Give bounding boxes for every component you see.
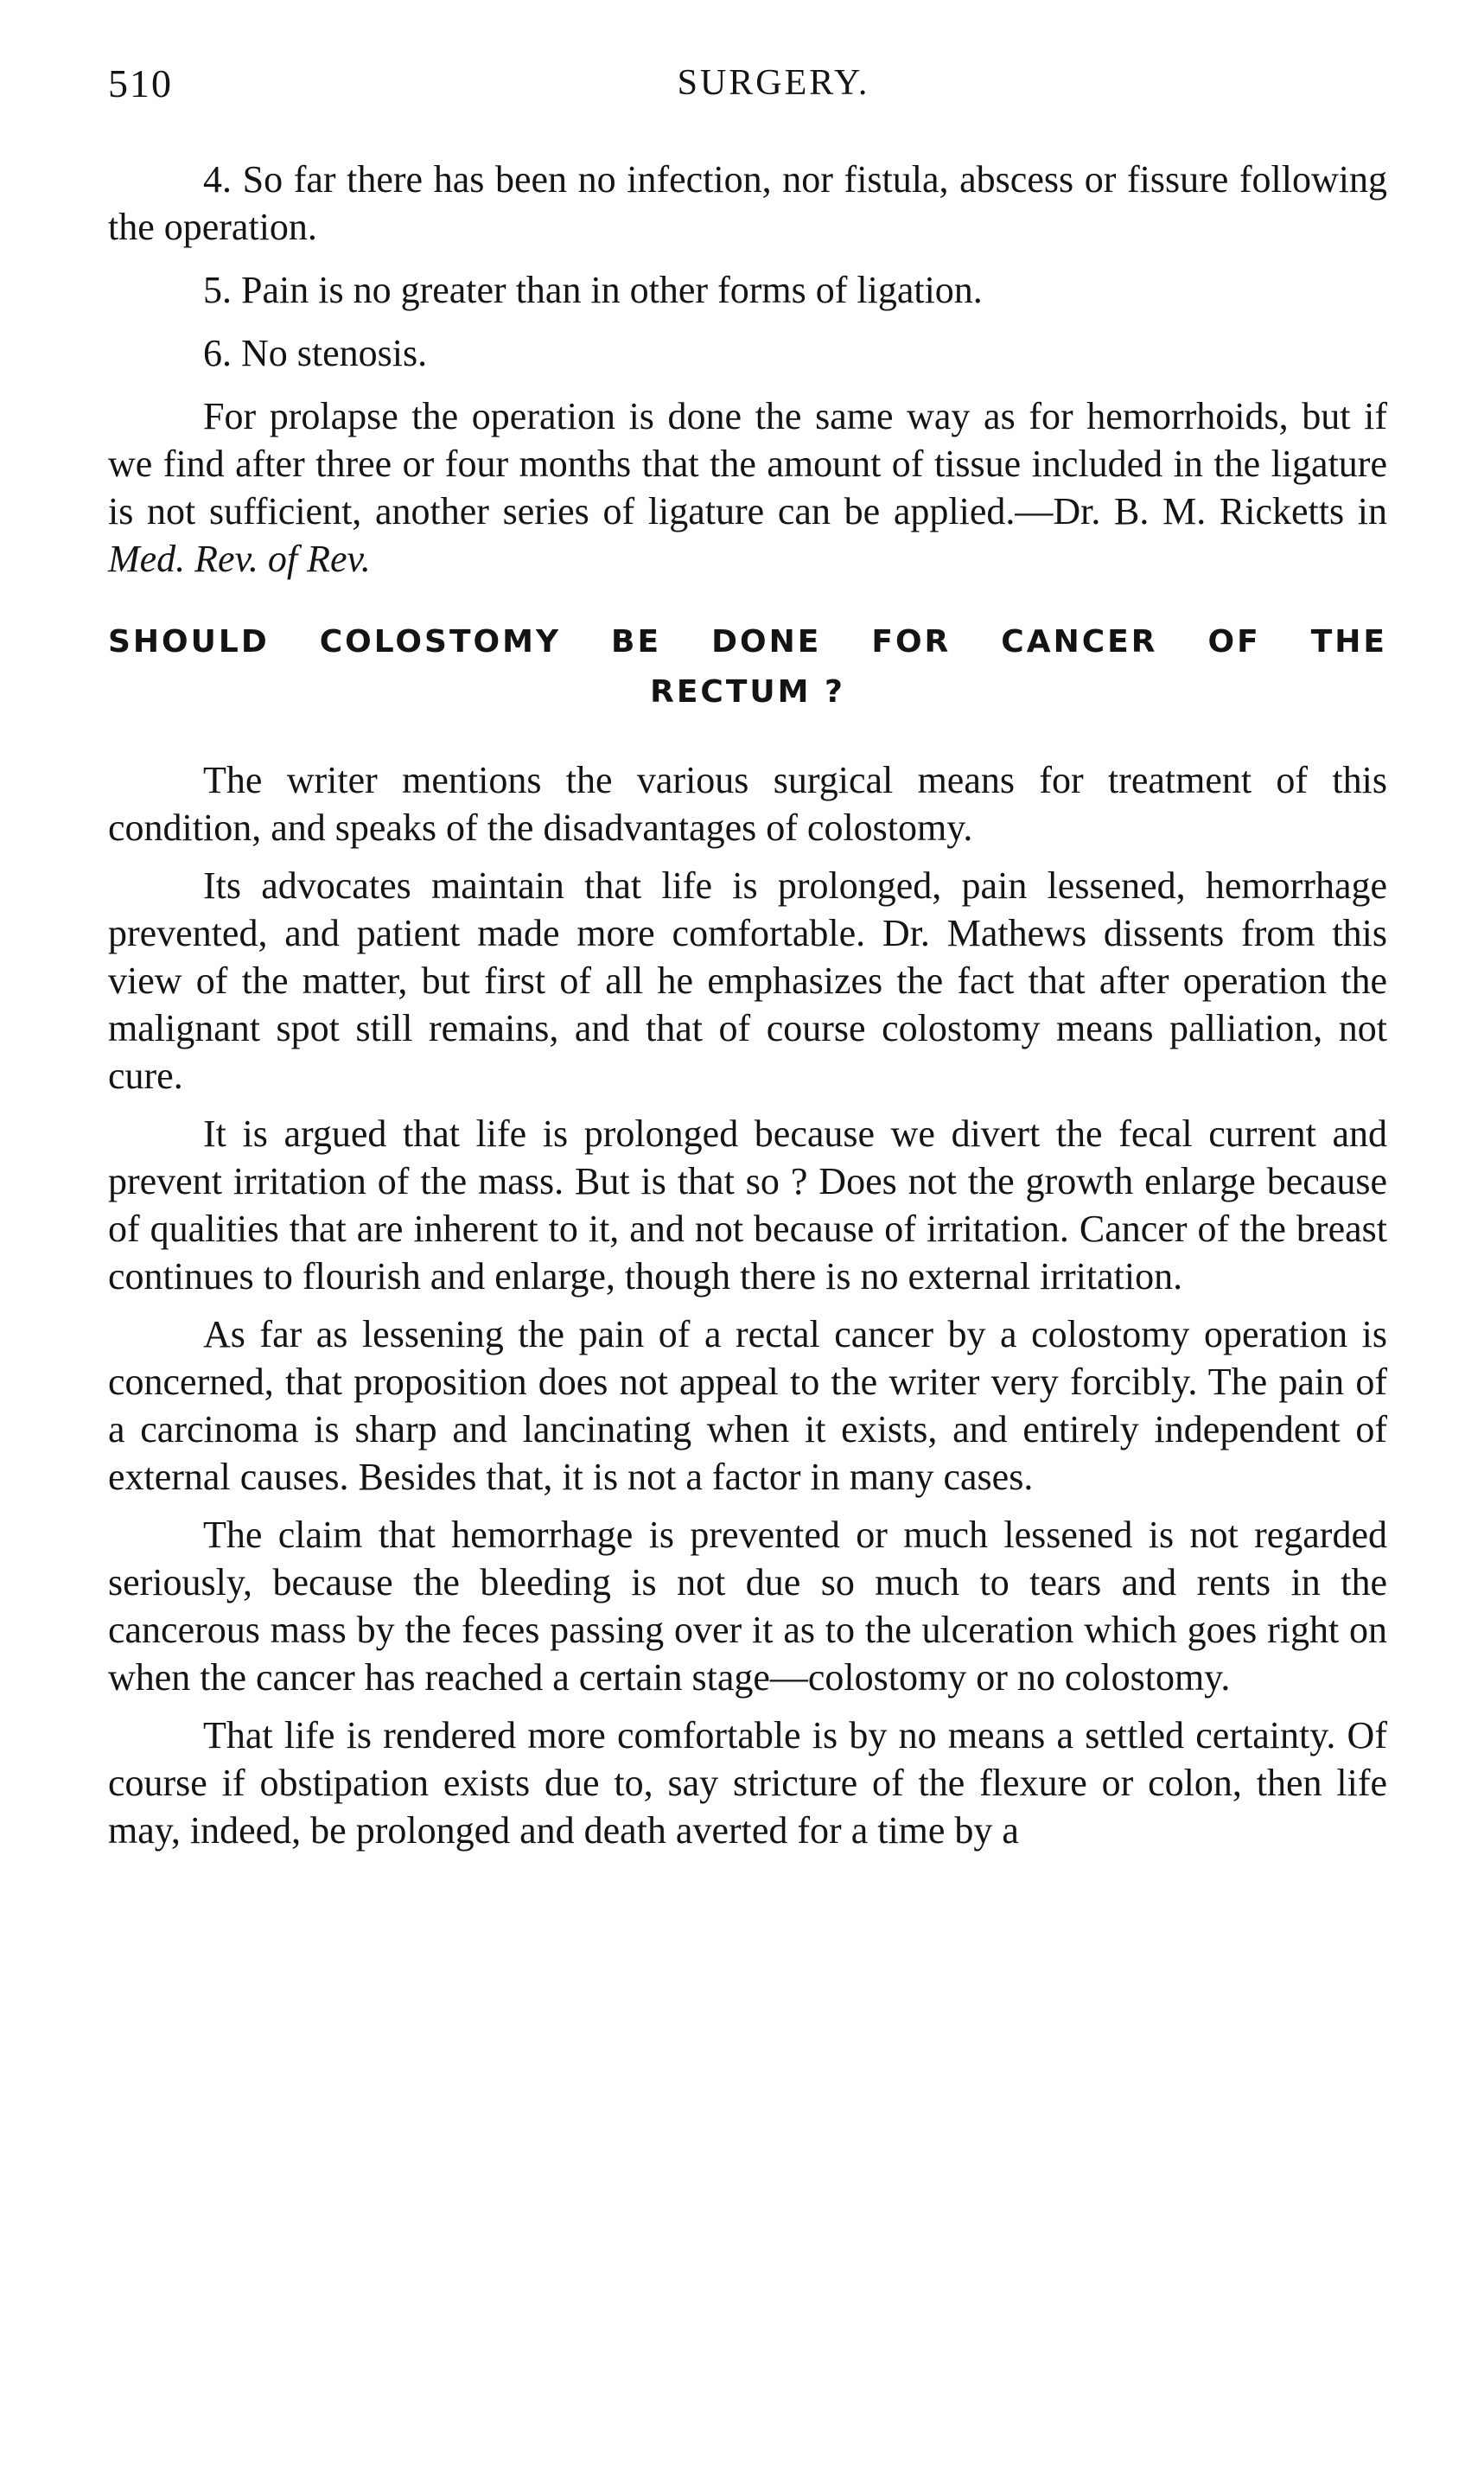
paragraph: That life is rendered more comfortable is by no means a settled certainty. Of course if obstipation exists due to, say stricture of the flexure or colon, then life may, indeed, be prolonged and death averted for a time by a	[108, 1714, 1387, 1852]
body-text	[108, 156, 1387, 1865]
paragraph: Its advocates maintain that life is prolonged, pain lessened, hemorrhage prevented, and patient made more comfortable. Dr. Mathews dissents from this view of the matter, but first of all he emphasizes the fact that after operation the malignant spot still remains, and that of course colostomy means palliation, not cure.	[108, 864, 1387, 1097]
paragraph: The claim that hemorrhage is prevented or much lessened is not regarded seriously, because the bleeding is not due so much to tears and rents in the cancerous mass by the feces passing over it as to the ulceration which goes right on when the cancer has reached a certain stage—colostomy or no colostomy.	[108, 1514, 1387, 1699]
paragraph: It is argued that life is prolonged because we divert the fecal current and prevent irritation of the mass. But is that so ? Does not the growth enlarge because of qualities that are inherent to it, and not because of irritation. Cancer of the breast continues to flourish and enlarge, though there is no external irritation.	[108, 1112, 1387, 1297]
list-item: 4. So far there has been no infection, nor fistula, abscess or fissure following the operation.	[108, 158, 1387, 248]
page-number: 510	[108, 61, 173, 105]
section-heading-line1: SHOULD COLOSTOMY BE DONE FOR CANCER OF THE	[108, 624, 1387, 660]
prolapse-paragraph	[108, 392, 1387, 583]
running-head: SURGERY.	[677, 63, 870, 103]
section-heading	[108, 617, 1387, 717]
paragraph: The writer mentions the various surgical means for treatment of this condition, and speaks of the disadvantages of colostomy.	[108, 759, 1387, 849]
paragraph: As far as lessening the pain of a rectal cancer by a colostomy operation is concerned, that proposition does not appeal to the writer very forcibly. The pain of a carcinoma is sharp and lancinating when it exists, and entirely independent of external causes. Besides that, it is not a factor in many cases.	[108, 1313, 1387, 1498]
section-heading-line2: RECTUM ?	[650, 674, 845, 710]
citation: Med. Rev. of Rev.	[108, 538, 371, 580]
page-header	[108, 61, 1404, 112]
prolapse-paragraph-text: For prolapse the operation is done the same way as for hemorrhoids, but if we find after three or four months that the amount of tissue included in the ligature is not sufficient, another series of ligature can be applied.—Dr. B. M. Ricketts in	[108, 395, 1387, 532]
list-item: 6. No stenosis.	[203, 332, 428, 374]
list-item: 5. Pain is no greater than in other forms of ligation.	[203, 269, 983, 311]
